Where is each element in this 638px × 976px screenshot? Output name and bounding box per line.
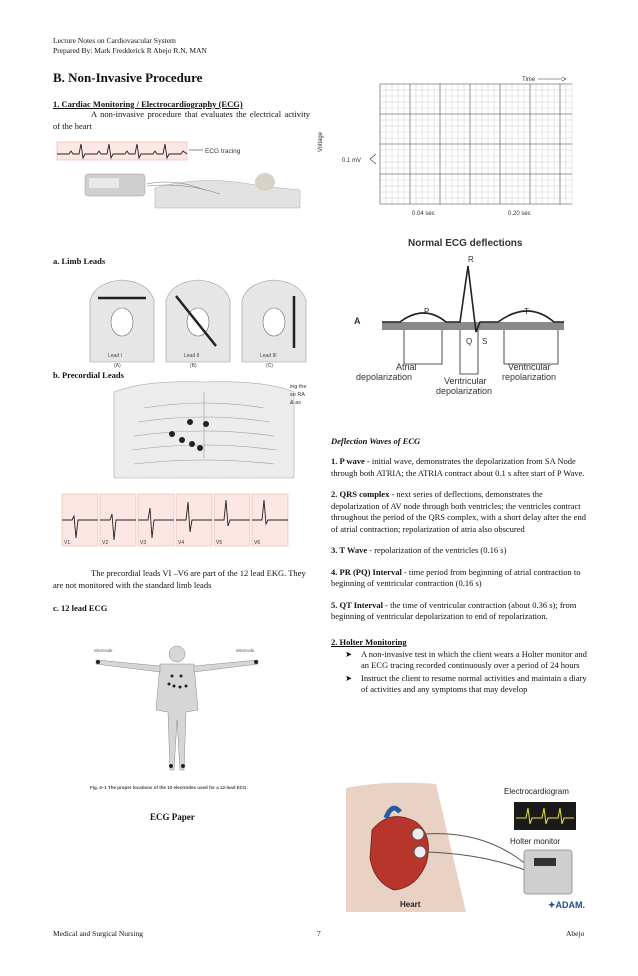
precordial-strip-label: V5	[216, 540, 223, 546]
ecg-deflection-figure	[348, 232, 596, 400]
holter-monitor-label: Holter monitor	[510, 837, 561, 846]
grid-sec-small: 0.04 sec	[412, 211, 435, 217]
deflection-title: Normal ECG deflections	[408, 238, 523, 249]
precordial-strip-label: V1	[64, 540, 71, 546]
twelve-lead-figure	[86, 640, 268, 800]
limb-lead-2-label: Lead II	[184, 353, 200, 359]
holter-figure	[346, 778, 596, 912]
svg-text:& as: & as	[290, 400, 302, 406]
cardiac-definition: A non-invasive procedure that evaluates the electrical activity of the heart	[53, 109, 310, 131]
precordial-note: The precordial leads VI –V6 are part of the 12 lead EKG. They are not monitored with the standard limb leads	[53, 568, 306, 590]
holter-heading: 2. Holter Monitoring	[331, 636, 407, 647]
svg-text:electrode: electrode	[94, 648, 113, 653]
arrow-bullet-icon: ➤	[345, 648, 353, 659]
grid-time-label: Time	[522, 77, 536, 83]
qrs-item: 2. QRS complex - next series of deflections, demonstrates the depolarization of AV node through both ventricles; the ventricles contract throughout the period of the QRS complex, with a short delay after the end of atrial contraction; repolarization of atria also obscured	[331, 489, 586, 534]
arrow-bullet-icon: ➤	[345, 672, 353, 683]
svg-text:S: S	[482, 337, 488, 346]
svg-text:(A): (A)	[114, 363, 121, 369]
svg-text:Ventricular: Ventricular	[508, 362, 551, 372]
limb-leads-heading: a. Limb Leads	[53, 256, 106, 266]
holter-device	[524, 850, 572, 894]
ecg-paper-grid-figure	[316, 72, 588, 220]
deflection-waves-heading: Deflection Waves of ECG	[331, 436, 421, 446]
limb-leads-figure	[86, 276, 310, 370]
ecg-paper-caption: ECG Paper	[150, 812, 195, 822]
precordial-strip-label: V3	[140, 540, 147, 546]
svg-text:Atrial: Atrial	[396, 362, 417, 372]
svg-text:depolarization: depolarization	[436, 386, 493, 396]
human-figure	[96, 646, 258, 770]
limb-lead-3-torso	[242, 280, 306, 369]
limb-lead-1-label: Lead I	[108, 353, 122, 359]
svg-text:electrode: electrode	[236, 648, 255, 653]
electrocardiogram-label: Electrocardiogram	[504, 787, 569, 796]
svg-text:so RA: so RA	[290, 392, 305, 398]
grid-mv-label: 0.1 mV	[342, 158, 362, 164]
precordial-strip-label: V6	[254, 540, 261, 546]
svg-text:ing the: ing the	[290, 384, 307, 390]
p-wave-item: 1. P wave - initial wave, demonstrates the depolarization from SA Node through both ATRIA; the ATRIA contract about 0.1 s after start of P Wave.	[331, 456, 585, 478]
limb-lead-1-torso	[90, 280, 154, 369]
section-title: B. Non-Invasive Procedure	[53, 70, 203, 85]
deflection-baseline-band	[382, 322, 564, 330]
deflection-waves-section	[331, 436, 591, 697]
holter-bullet-2: ➤ Instruct the client to resume normal activities and maintain a diary of activities and any symptoms that may develop	[345, 672, 587, 694]
precordial-strips	[60, 492, 292, 554]
twelve-lead-heading: c. 12 lead ECG	[53, 603, 108, 613]
svg-text:Q: Q	[466, 337, 473, 346]
holter-bullet-1: ➤ A non-invasive test in which the client wears a Holter monitor and an ECG tracing recorded continuously over a period of 24 hours	[345, 648, 587, 670]
svg-text:repolarization: repolarization	[502, 372, 557, 382]
ecg-tracing-strip	[57, 142, 187, 160]
header-line-1: Lecture Notes on Cardiovascular System	[53, 36, 176, 45]
ecg-tracing-figure	[55, 138, 307, 220]
heart-label: Heart	[400, 900, 421, 909]
footer-page-number: 7	[317, 929, 321, 938]
svg-text:(B): (B)	[190, 363, 197, 369]
t-wave-item: 3. T Wave - repolarization of the ventricles (0.16 s)	[331, 545, 507, 555]
precordial-strip-label: V4	[178, 540, 185, 546]
ecg-tracing-label: ECG tracing	[205, 148, 241, 155]
grid-voltage-label: Voltage	[318, 131, 324, 152]
svg-text:Ventricular: Ventricular	[444, 376, 487, 386]
footer-left: Medical and Surgical Nursing	[53, 929, 144, 938]
grid-sec-large: 0.20 sec	[508, 211, 531, 217]
pr-interval-item: 4. PR (PQ) Interval - time period from beginning of atrial contraction to beginning of ventricular contraction (0.16 s)	[331, 566, 581, 588]
svg-text:(C): (C)	[266, 363, 273, 369]
svg-text:depolarization: depolarization	[356, 372, 413, 382]
header-line-2: Prepared By: Mark Fredderick R Abejo R.N, MAN	[53, 46, 207, 55]
svg-text:R: R	[468, 255, 474, 264]
cardiac-heading: 1. Cardiac Monitoring / Electrocardiography (ECG)	[53, 99, 243, 109]
limb-lead-3-label: Lead III	[260, 353, 277, 359]
svg-text:T: T	[524, 307, 529, 316]
svg-text:P: P	[424, 307, 430, 316]
qt-interval-item: 5. QT Interval - the time of ventricular contraction (about 0.36 s); from beginning of ventricular depolarization to end of repolarization.	[331, 599, 577, 621]
adam-logo: ✦ADAM.	[548, 900, 586, 910]
precordial-chest-figure	[104, 378, 314, 482]
precordial-strip-label: V2	[102, 540, 109, 546]
holter-bullets	[331, 649, 591, 696]
limb-lead-2-torso	[166, 280, 230, 369]
svg-text:A: A	[354, 316, 361, 326]
twelve-lead-caption: Fig. 4–1 The proper locations of the 10 electrodes used for a 12-lead ECG.	[90, 785, 248, 790]
footer-right: Abejo	[566, 929, 585, 938]
precordial-heading: b. Precordial Leads	[53, 370, 124, 380]
